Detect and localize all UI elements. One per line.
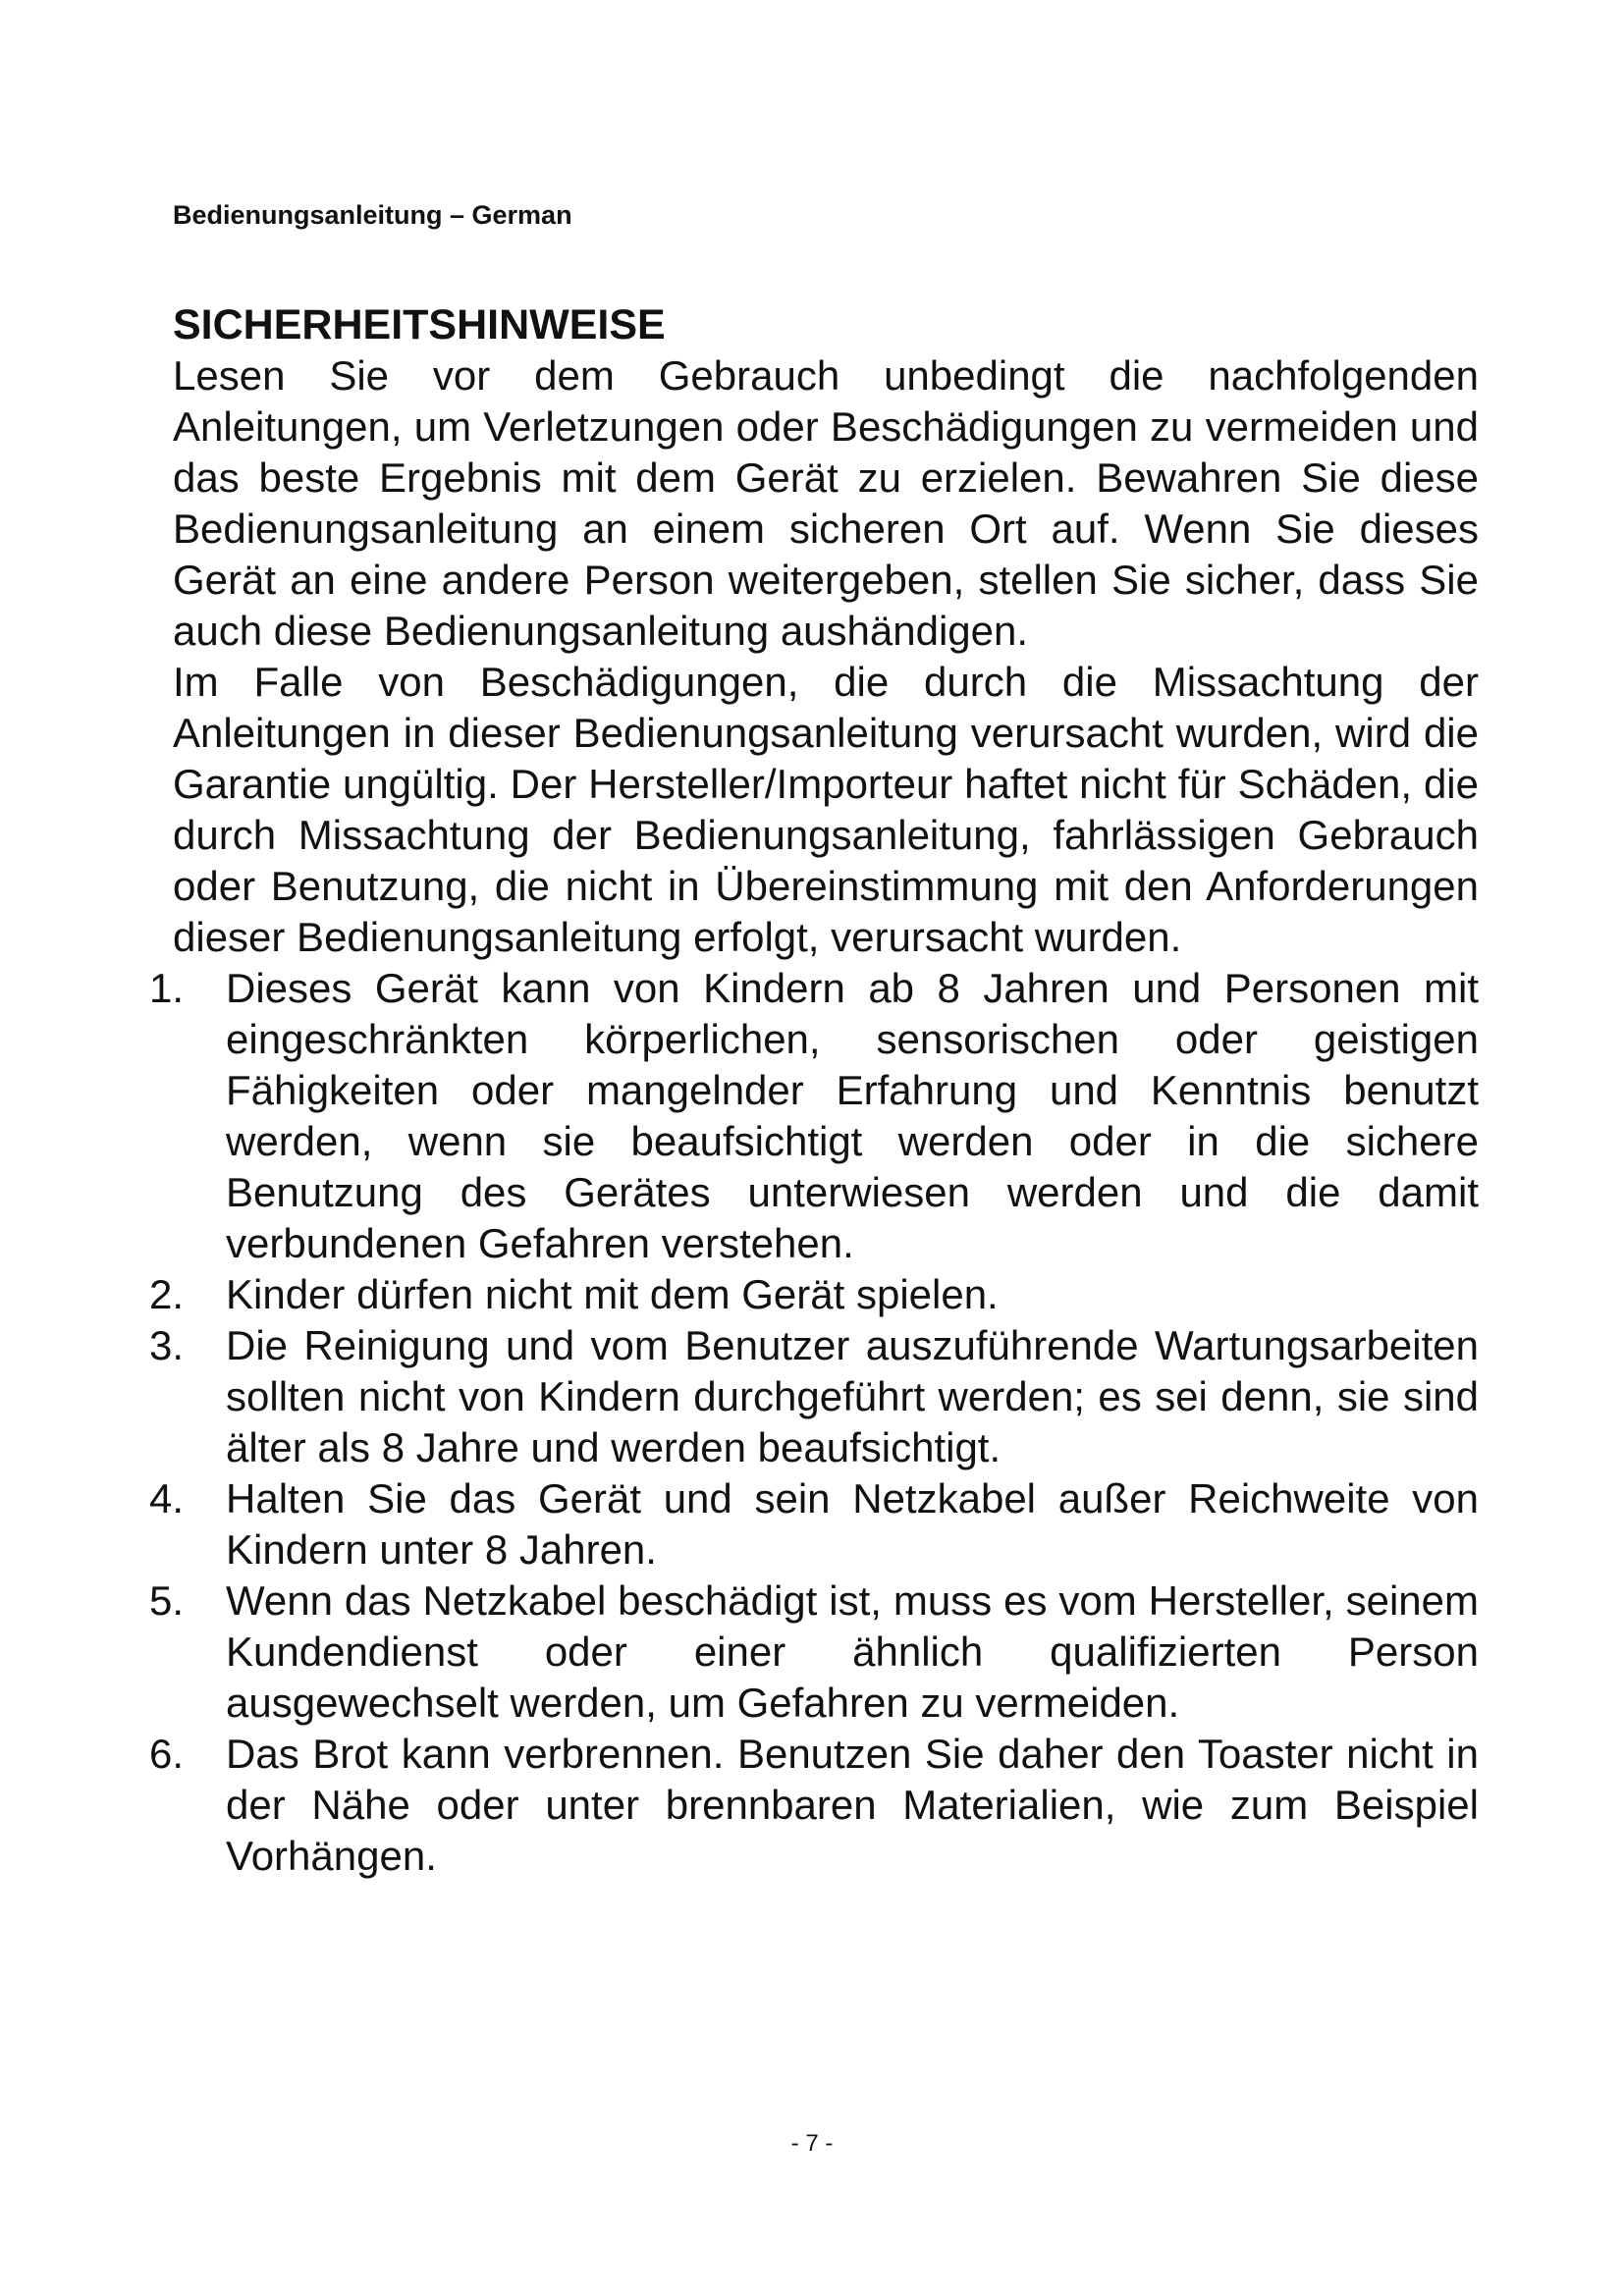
list-item-text: Das Brot kann verbrennen. Benutzen Sie daher den Toaster nicht in der Nähe oder unter brennbaren Materialien, wie zum Beispiel Vorhängen.: [226, 1731, 1479, 1879]
safety-list: [149, 963, 1479, 1882]
list-item-text: Halten Sie das Gerät und sein Netzkabel außer Reichweite von Kindern unter 8 Jahren.: [226, 1475, 1479, 1573]
page-number: - 7 -: [790, 2130, 834, 2157]
document-header-label: Bedienungsanleitung – German: [173, 200, 572, 230]
safety-section: [149, 299, 1479, 1882]
list-item-number: 1.: [149, 965, 185, 1011]
list-item-text: Dieses Gerät kann von Kindern ab 8 Jahren und Personen mit eingeschränkten körperlichen, sensorischen oder geistigen Fähigkeiten oder mangelnder Erfahrung und Kenntnis benutzt werden, wenn sie beaufsichtigt werden oder in die sichere Benutzung des Gerätes unterwiesen werden und die damit verbundenen Gefahren verstehen.: [226, 965, 1479, 1266]
list-item-number: 6.: [149, 1731, 185, 1777]
list-item-number: 5.: [149, 1577, 185, 1624]
list-item: [149, 1473, 1479, 1575]
list-item-number: 2.: [149, 1271, 185, 1317]
section-title: SICHERHEITSHINWEISE: [173, 301, 666, 348]
list-item-text: Kinder dürfen nicht mit dem Gerät spielen.: [226, 1271, 999, 1317]
list-item: [149, 1320, 1479, 1473]
list-item: [149, 963, 1479, 1269]
list-item-text: Wenn das Netzkabel beschädigt ist, muss es vom Hersteller, seinem Kundendienst oder einer ähnlich qualifizierten Person ausgewechselt werden, um Gefahren zu vermeiden.: [226, 1577, 1479, 1726]
list-item-text: Die Reinigung und vom Benutzer auszuführende Wartungsarbeiten sollten nicht von Kindern durchgeführt werden; es sei denn, sie sind älter als 8 Jahre und werden beaufsichtigt.: [226, 1322, 1479, 1470]
list-item-number: 4.: [149, 1475, 185, 1522]
warranty-paragraph: Im Falle von Beschädigungen, die durch die Missachtung der Anleitungen in dieser Bedienungsanleitung verursacht wurden, wird die Garantie ungültig. Der Hersteller/Importeur haftet nicht für Schäden, die durch Missachtung der Bedienungsanleitung, fahrlässigen Gebrauch oder Benutzung, die nicht in Übereinstimmung mit den Anforderungen dieser Bedienungsanleitung erfolgt, verursacht wurden.: [173, 659, 1479, 960]
list-item: [149, 1575, 1479, 1729]
list-item: [149, 1729, 1479, 1882]
list-item-number: 3.: [149, 1322, 185, 1368]
intro-paragraph: Lesen Sie vor dem Gebrauch unbedingt die nachfolgenden Anleitungen, um Verletzungen oder Beschädigungen zu vermeiden und das beste Ergebnis mit dem Gerät zu erzielen. Bewahren Sie diese Bedienungsanleitung an einem sicheren Ort auf. Wenn Sie dieses Gerät an eine andere Person weitergeben, stellen Sie sicher, dass Sie auch diese Bedienungsanleitung aushändigen.: [173, 352, 1479, 654]
list-item: [149, 1269, 1479, 1320]
